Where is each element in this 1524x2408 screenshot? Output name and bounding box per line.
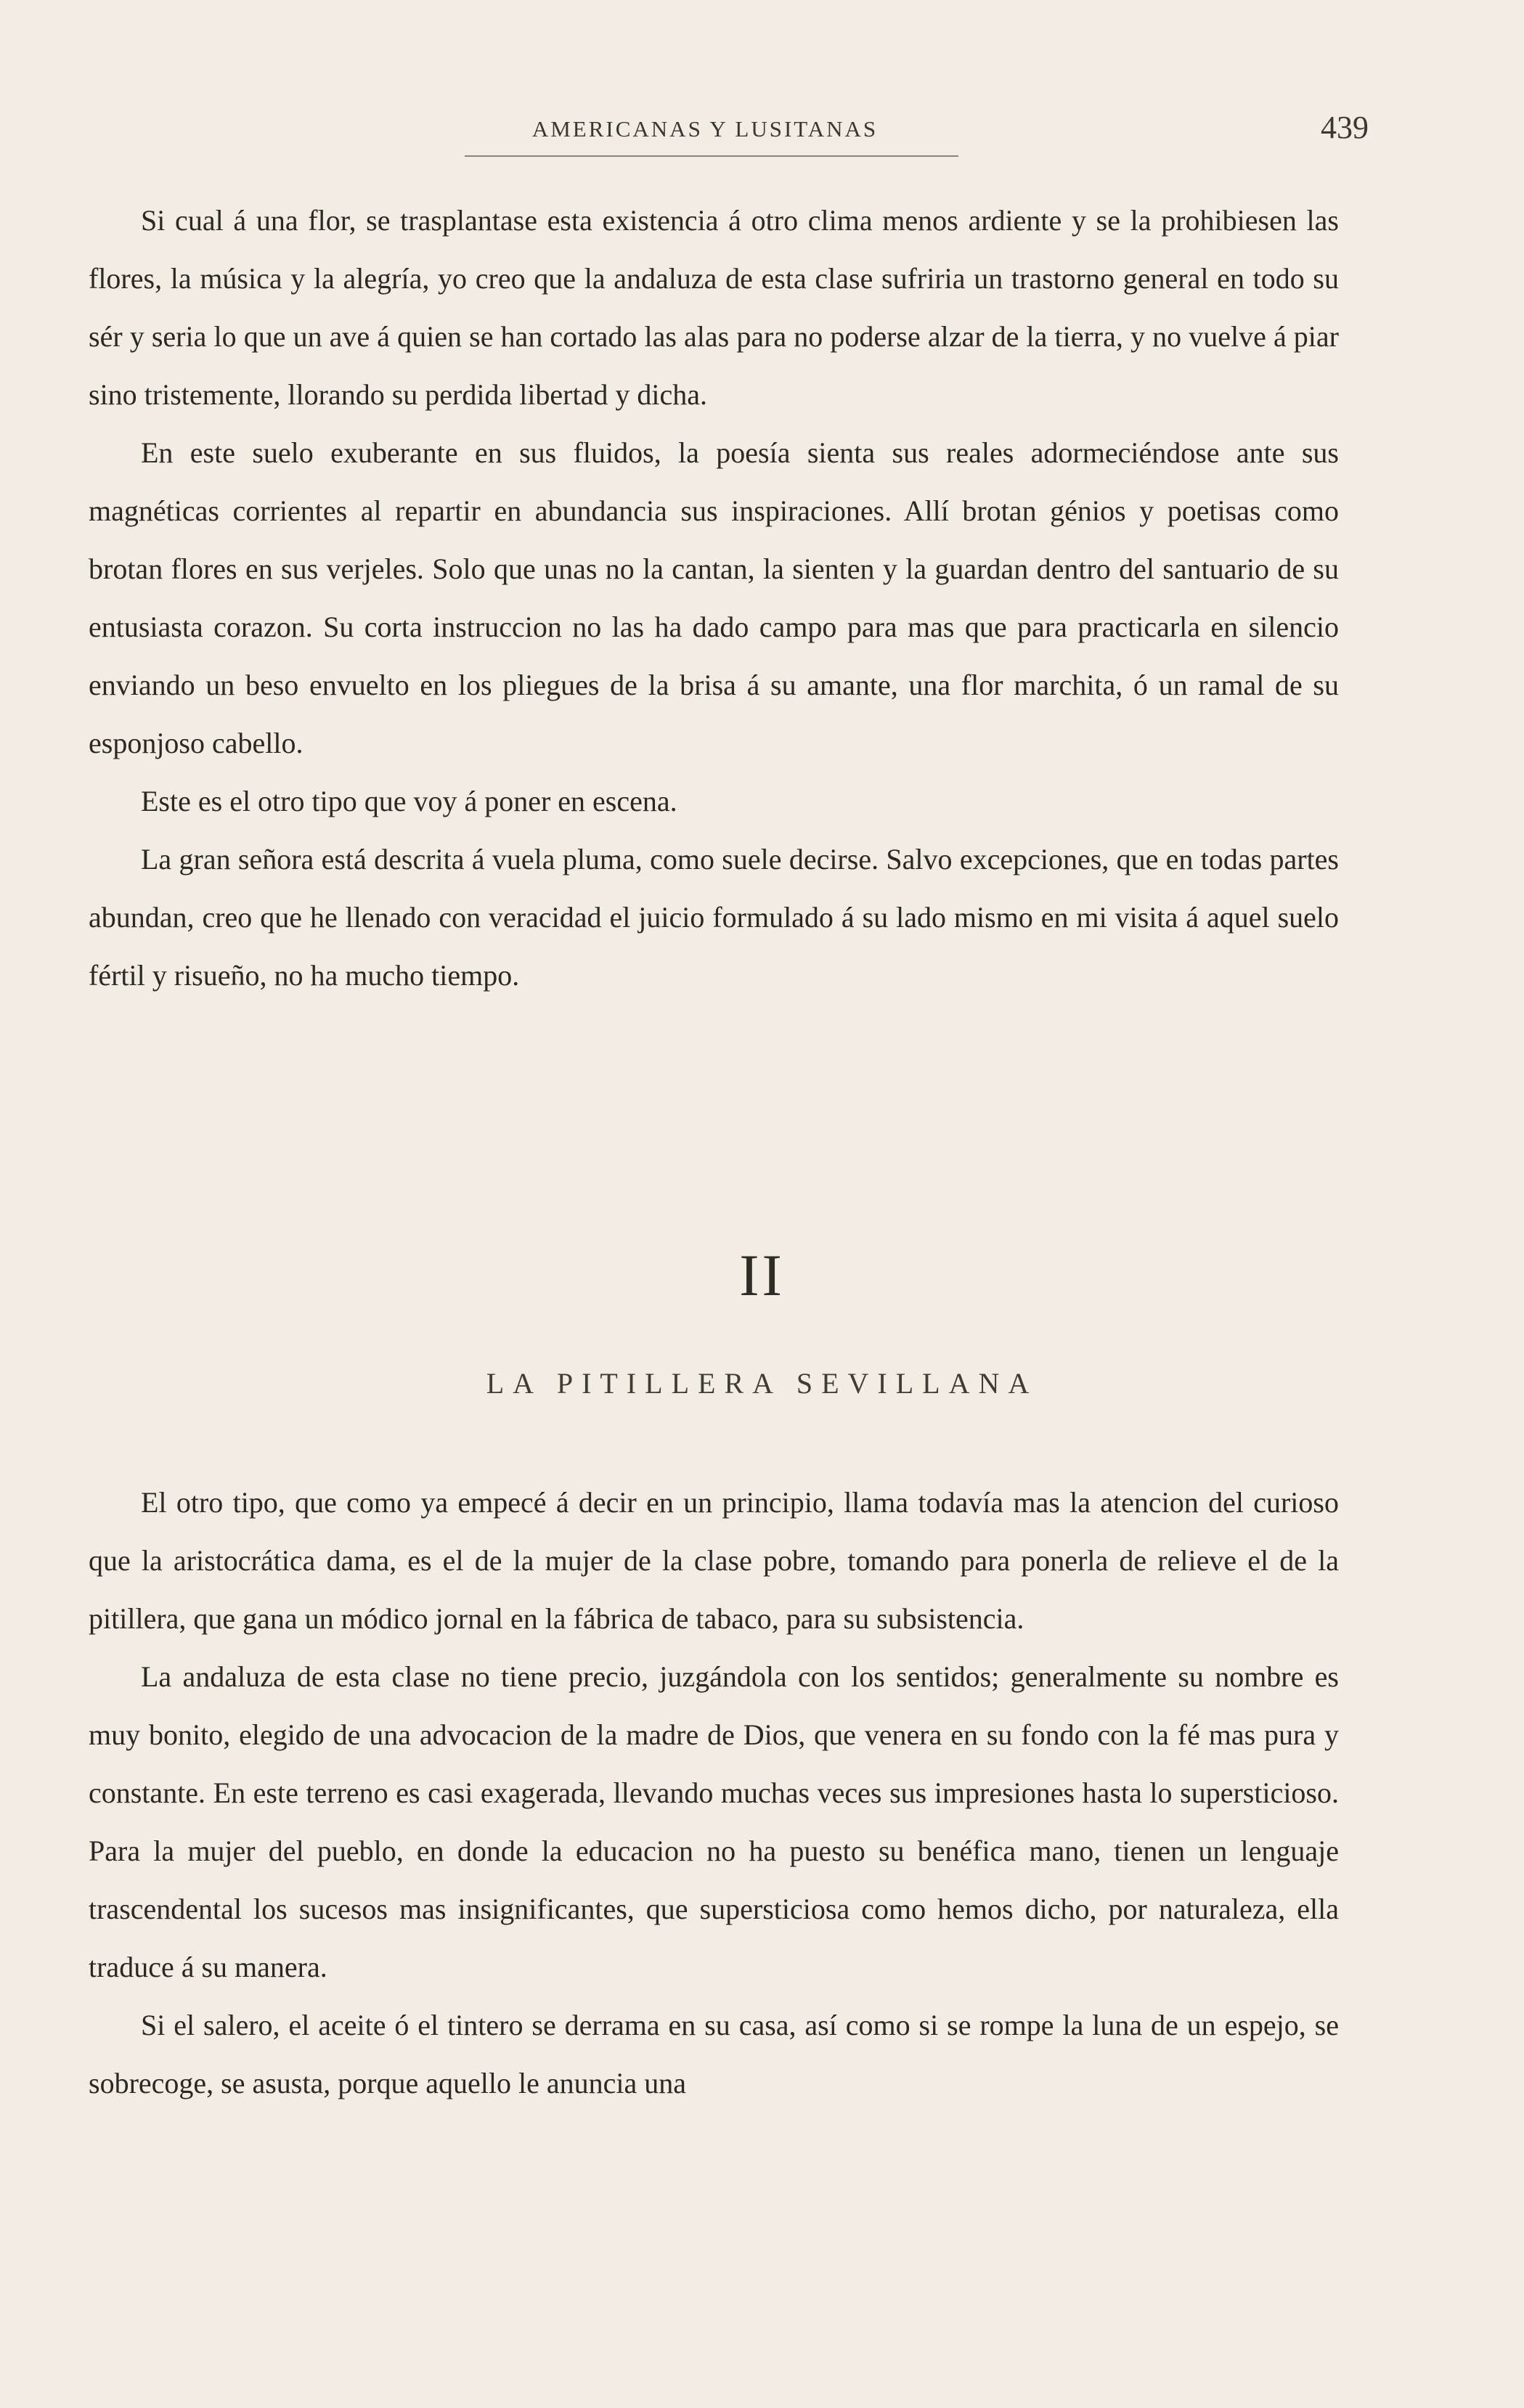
paragraph: La gran señora está descrita á vuela pluma, como suele decirse. Salvo excepciones, que en todas partes abundan, creo que he llenado con veracidad el juicio formulado á su lado mismo en mi visita á aquel suelo fértil y risueño, no ha mucho tiempo. — [89, 843, 1339, 992]
running-head: AMERICANAS Y LUSITANAS — [531, 116, 879, 142]
paragraph: Si cual á una flor, se trasplantase esta existencia á otro clima menos ardiente y se la prohibiesen las flores, la música y la alegría, yo creo que la andaluza de esta clase sufriria un trastorno general en todo su sér y seria lo que un ave á quien se han cortado las alas para no poderse alzar de la tierra, y no vuelve á piar sino tristemente, llorando su perdida libertad y dicha. — [89, 204, 1339, 411]
section-one-text — [89, 192, 1339, 1005]
chapter-numeral: II — [739, 1242, 785, 1308]
paragraph: La andaluza de esta clase no tiene precio, juzgándola con los sentidos; generalmente su nombre es muy bonito, elegido de una advocacion de la madre de Dios, que venera en su fondo con la fé mas pura y constante. En este terreno es casi exagerada, llevando muchas veces sus impresiones hasta lo supersticioso. Para la mujer del pueblo, en donde la educacion no ha puesto su benéfica mano, tienen un lenguaje trascendental los sucesos mas insignificantes, que supersticiosa como hemos dicho, por naturaleza, ella traduce á su manera. — [89, 1660, 1339, 1983]
section-two-text — [89, 1474, 1339, 2113]
paragraph: Si el salero, el aceite ó el tintero se derrama en su casa, así como si se rompe la luna de un espejo, se sobrecoge, se asusta, porque aquello le anuncia una — [89, 2009, 1339, 2099]
paragraph: Este es el otro tipo que voy á poner en escena. — [141, 785, 677, 817]
page-number: 439 — [1321, 110, 1369, 145]
paragraph: En este suelo exuberante en sus fluidos, la poesía sienta sus reales adormeciéndose ante sus magnéticas corrientes al repartir en abundancia sus inspiraciones. Allí brotan génios y poetisas como brotan flores en sus verjeles. Solo que unas no la cantan, la sienten y la guardan dentro del santuario de su entusiasta corazon. Su corta instruccion no las ha dado campo para mas que para practicarla en silencio enviando un beso envuelto en los pliegues de la brisa á su amante, una flor marchita, ó un ramal de su esponjoso cabello. — [89, 436, 1339, 759]
chapter-title: LA PITILLERA SEVILLANA — [486, 1367, 1038, 1400]
paragraph: El otro tipo, que como ya empecé á decir en un principio, llama todavía mas la atencion del curioso que la aristocrática dama, es el de la mujer de la clase pobre, tomando para ponerla de relieve el de la pitillera, que gana un módico jornal en la fábrica de tabaco, para su subsistencia. — [89, 1486, 1339, 1635]
header-rule — [465, 155, 958, 157]
